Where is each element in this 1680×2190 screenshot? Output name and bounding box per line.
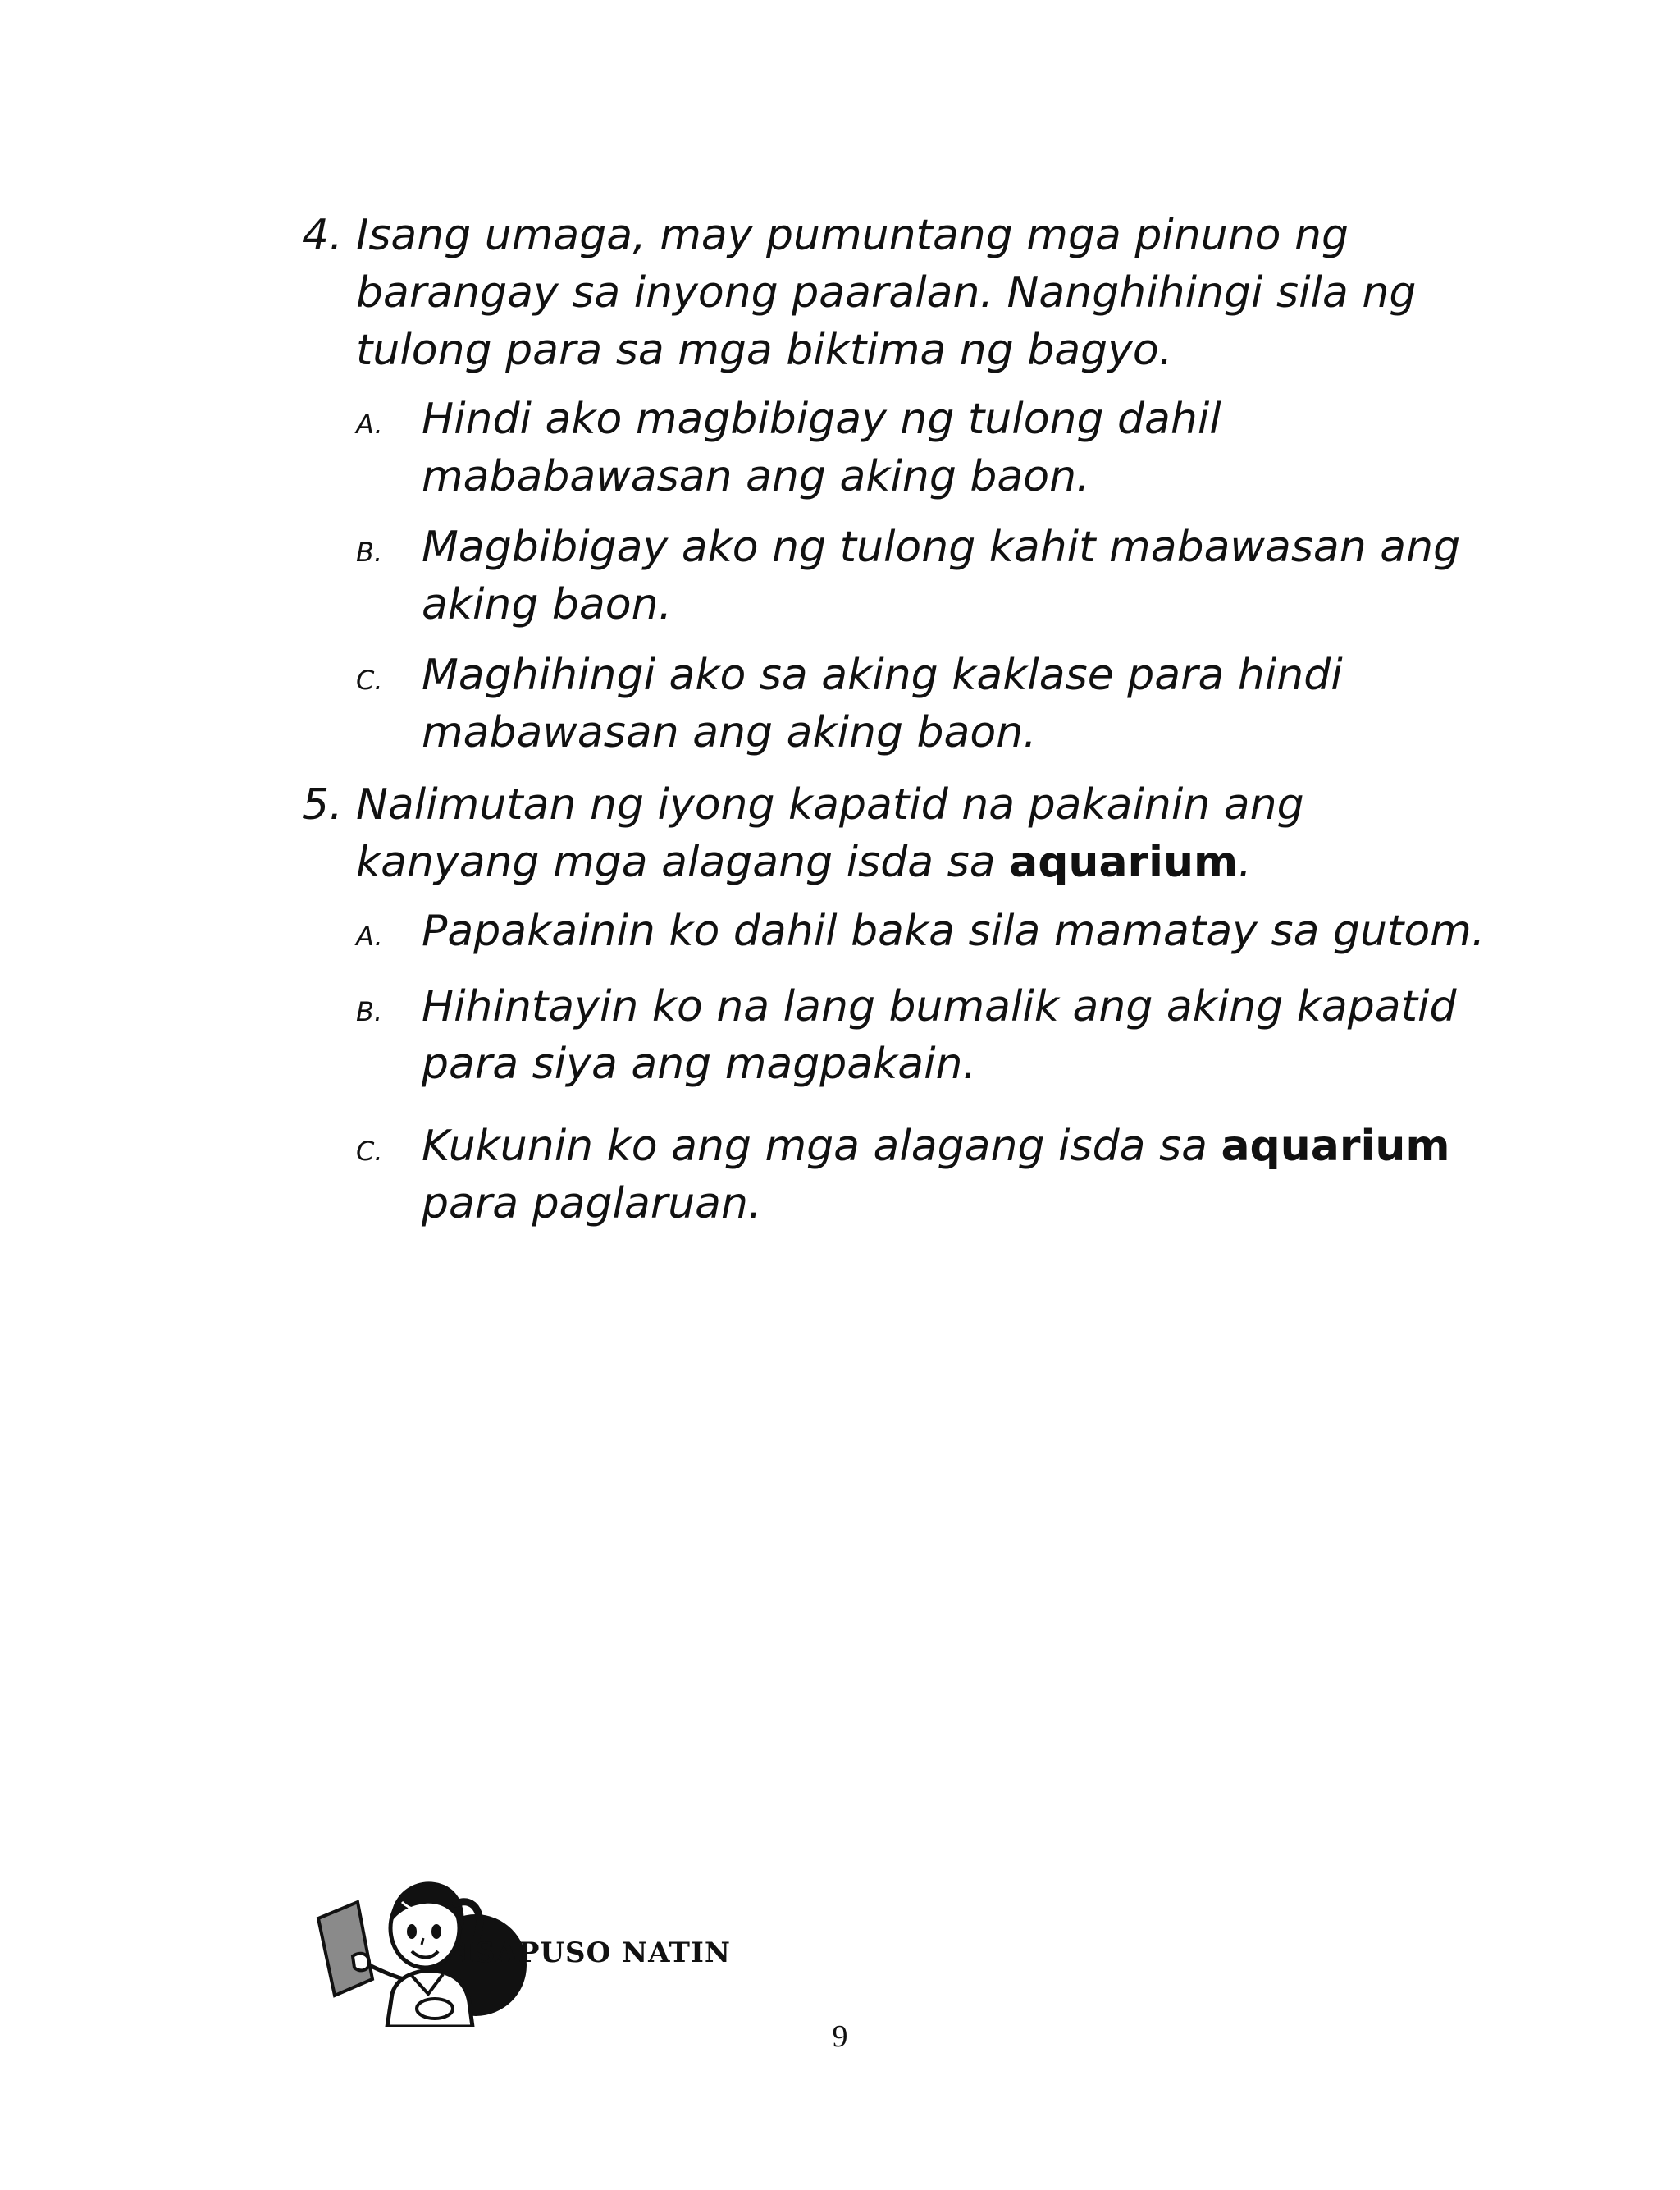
- option-a: [356, 903, 1491, 965]
- option-letter: C.: [356, 1136, 383, 1167]
- option-text: Papakainin ko dahil baka sila mamatay sa gutom.: [422, 907, 1486, 956]
- option-b: [356, 519, 1491, 633]
- option-text: [422, 1118, 1491, 1232]
- option-b: [356, 978, 1491, 1093]
- page-number: 9: [832, 2019, 848, 2054]
- option-text-part: Kukunin ko ang mga alagang isda sa: [422, 1122, 1221, 1171]
- question-text: [356, 776, 1491, 891]
- option-letter: B.: [356, 537, 383, 568]
- option-letter: A.: [356, 409, 383, 440]
- question-5: [302, 776, 1491, 1246]
- option-text-part: para paglaruan.: [422, 1179, 762, 1228]
- option-list: [302, 903, 1491, 1232]
- option-text: Magbibigay ako ng tulong kahit mabawasan ang aking baon.: [422, 523, 1461, 629]
- option-letter: C.: [356, 665, 383, 696]
- question-text: Isang umaga, may pumuntang mga pinuno ng barangay sa inyong paaralan. Nanghihingi sila ng tulong para sa mga biktima ng bagyo.: [356, 211, 1417, 375]
- option-text: Maghihingi ako sa aking kaklase para hindi mabawasan ang aking baon.: [422, 651, 1343, 757]
- question-text-part: .: [1238, 838, 1252, 887]
- option-c: [356, 647, 1491, 761]
- option-a: [356, 391, 1491, 505]
- question-4: [302, 207, 1491, 775]
- option-text: Hihintayin ko na lang bumalik ang aking kapatid para siya ang magpakain.: [422, 982, 1457, 1089]
- logo-text: ISAPUSO NATIN: [461, 1936, 731, 1969]
- option-text: Hindi ako magbibigay ng tulong dahil mababawasan ang aking baon.: [422, 395, 1221, 501]
- question-text-part: Nalimutan ng iyong kapatid na pakainin ang kanyang mga alagang isda sa: [356, 780, 1304, 887]
- option-letter: A.: [356, 921, 383, 952]
- option-letter: B.: [356, 996, 383, 1027]
- option-list: [302, 391, 1491, 761]
- question-number: 4.: [302, 211, 343, 260]
- bold-term: aquarium: [1221, 1122, 1450, 1171]
- bold-term: aquarium: [1009, 838, 1239, 887]
- question-number: 5.: [302, 780, 343, 830]
- option-c: [356, 1118, 1491, 1232]
